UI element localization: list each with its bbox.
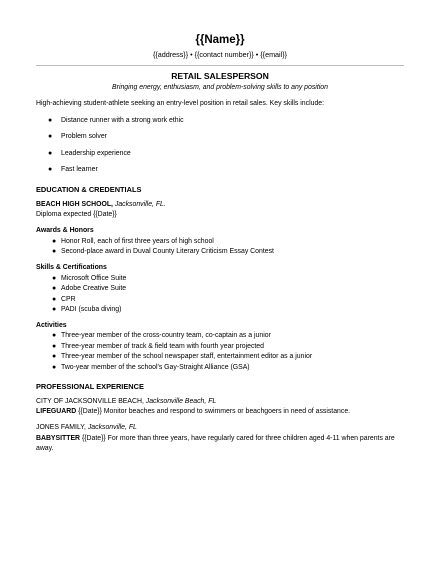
job-description: [36, 408, 350, 415]
employer-name: CITY OF JACKSONVILLE BEACH,: [36, 398, 144, 405]
employer-line: [36, 424, 137, 431]
school-name: BEACH HIGH SCHOOL,: [36, 201, 113, 208]
bullet-icon: ●: [52, 343, 57, 350]
subheading-activities: Activities: [36, 322, 67, 329]
header-divider: [36, 65, 404, 66]
position-title: RETAIL SALESPERSON: [171, 71, 269, 81]
job-role: BABYSITTER: [36, 435, 81, 442]
job-role: LIFEGUARD: [36, 408, 77, 415]
subheading-skills: Skills & Certifications: [36, 264, 107, 271]
bullet-icon: ●: [48, 133, 53, 140]
bullet-icon: ●: [52, 296, 57, 303]
bullet-icon: ●: [52, 332, 57, 339]
bullet-icon: ●: [52, 238, 57, 245]
diploma-line: Diploma expected {{Date}}: [36, 211, 117, 218]
section-heading-education: EDUCATION & CREDENTIALS: [36, 185, 142, 194]
job-details: {{Date}} Monitor beaches and respond to swimmers or beachgoers in need of assistance.: [78, 408, 351, 415]
section-heading-experience: PROFESSIONAL EXPERIENCE: [36, 382, 144, 391]
resume-page: {{Name}} {{address}} • {{contact number}} • {{email}} RETAIL SALESPERSON Bringing energy, enthusiasm, and problem-solving skills to any position High-achieving student-athlete seeking an entry-level position in retail sales. Key skills include: ● Distance runner with a strong work ethic ● Problem solver ● Leadership experience ● Fast learner EDUCATION & CREDENTIALS BEACH HIGH SCHOOL, Jacksonville, FL. Diploma expected {{Date}} Awards & Honors ● Honor Roll, each of first three years of high school ● Second-place award in Duval County Literary Criticism Essay Contest Skills & Certifications ● Microsoft Office Suite ● Adobe Creative Suite ● CPR ● PADI (scuba diving) Activities ● Three-year member of the cross-country team, co-captain as a junior ● Three-year member of track & field team with fourth year projected ● Three-year member of the school newspaper staff, entertainment editor as a junior ● Two-year member of the school's Gay-Straight Alliance (GSA) PROFESSIONAL EXPERIENCE CITY OF JACKSONVILLE BEACH, Jacksonville Beach, FL LIFEGUARD {{Date}} Monitor beaches and respond to swimmers or beachgoers in need of assistance. JONES FAMILY, Jacksonville, FL BABYSITTER {{Date}} For more than three years, have regularly cared for three children aged 4-11 when parents are away.: [0, 0, 440, 569]
bullet-icon: ●: [52, 306, 57, 313]
bullet-icon: ●: [48, 117, 53, 124]
bullet-icon: ●: [48, 166, 53, 173]
bullet-icon: ●: [52, 285, 57, 292]
school-line: [36, 201, 166, 208]
employer-name: JONES FAMILY,: [36, 424, 86, 431]
summary-text: High-achieving student-athlete seeking an entry-level position in retail sales. Key skills include:: [36, 100, 325, 107]
position-tagline: Bringing energy, enthusiasm, and problem-solving skills to any position: [112, 84, 328, 91]
school-location: Jacksonville, FL.: [114, 201, 166, 208]
contact-line: {{address}} • {{contact number}} • {{email}}: [152, 50, 288, 59]
bullet-icon: ●: [48, 150, 53, 157]
job-details: {{Date}} For more than three years, have regularly cared for three children aged 4-11 when parents are away.: [36, 435, 395, 452]
bullet-icon: ●: [52, 364, 57, 371]
employer-line: [36, 398, 216, 405]
candidate-name: {{Name}}: [195, 34, 245, 46]
employer-location: Jacksonville, FL: [87, 424, 137, 431]
bullet-icon: ●: [52, 275, 57, 282]
job-description: [36, 434, 406, 454]
subheading-awards: Awards & Honors: [36, 227, 94, 234]
bullet-icon: ●: [52, 353, 57, 360]
employer-location: Jacksonville Beach, FL: [145, 398, 217, 405]
bullet-icon: ●: [52, 248, 57, 255]
